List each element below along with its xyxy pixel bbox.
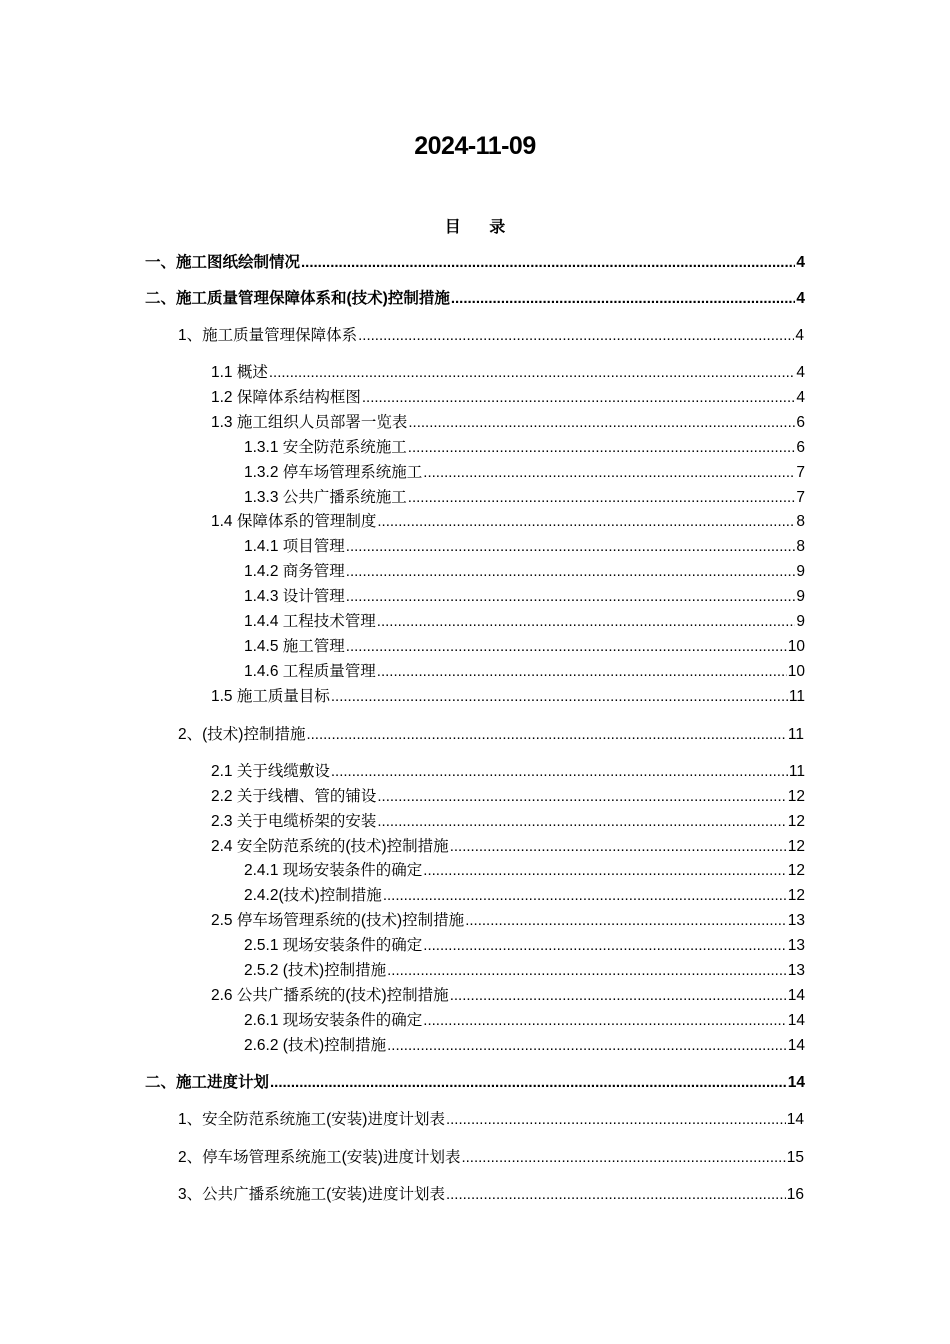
toc-entry-page-number: 14 [787, 1012, 805, 1029]
toc-dot-leader [408, 487, 796, 509]
toc-title: 目 录 [444, 219, 518, 236]
toc-dot-leader [461, 1147, 785, 1169]
toc-dot-leader [346, 561, 796, 583]
toc-entry-label: 2.2 关于线槽、管的铺设 [211, 788, 377, 805]
toc-entry[interactable] [244, 960, 805, 982]
toc-dot-leader [423, 860, 786, 882]
toc-dot-leader [377, 661, 787, 683]
toc-dot-leader [446, 1109, 786, 1131]
toc-entry-page-number: 9 [796, 588, 805, 605]
toc-entry-label: 1.4.5 施工管理 [244, 638, 345, 655]
toc-entry[interactable] [178, 724, 804, 746]
toc-entry[interactable] [244, 860, 805, 882]
toc-entry[interactable] [211, 786, 805, 808]
toc-dot-leader [377, 611, 796, 633]
toc-entry[interactable] [244, 935, 805, 957]
toc-entry[interactable] [244, 1010, 805, 1032]
toc-dot-leader [362, 387, 796, 409]
toc-dot-leader [450, 836, 787, 858]
toc-entry-page-number: 14 [787, 1037, 805, 1054]
toc-entry[interactable] [244, 536, 805, 558]
toc-entry[interactable] [145, 288, 805, 310]
toc-entry-label: 1.3.3 公共广播系统施工 [244, 489, 407, 506]
toc-entry-label: 2.4 安全防范系统的(技术)控制措施 [211, 838, 449, 855]
toc-entry-page-number: 13 [787, 962, 805, 979]
toc-entry-page-number: 13 [787, 912, 805, 929]
toc-entry-page-number: 12 [787, 838, 805, 855]
toc-entry-label: 1.3.2 停车场管理系统施工 [244, 464, 423, 481]
toc-entry-page-number: 13 [787, 937, 805, 954]
toc-entry[interactable] [244, 462, 805, 484]
toc-entry[interactable] [211, 811, 805, 833]
toc-entry-page-number: 15 [786, 1149, 804, 1166]
toc-entry[interactable] [211, 761, 805, 783]
toc-dot-leader [377, 811, 786, 833]
toc-dot-leader [331, 761, 788, 783]
toc-entry-page-number: 4 [796, 389, 805, 406]
toc-entry-label: 3、公共广播系统施工(安装)进度计划表 [178, 1186, 445, 1203]
toc-entry-label: 1.4.6 工程质量管理 [244, 663, 376, 680]
toc-entry-label: 1、安全防范系统施工(安装)进度计划表 [178, 1111, 445, 1128]
toc-dot-leader [423, 1010, 786, 1032]
toc-entry-label: 2.4.1 现场安装条件的确定 [244, 862, 423, 879]
toc-entry-label: 1、施工质量管理保障体系 [178, 327, 358, 344]
toc-dot-leader [346, 586, 796, 608]
toc-entry-label: 2、停车场管理系统施工(安装)进度计划表 [178, 1149, 461, 1166]
toc-entry-label: 1.4.4 工程技术管理 [244, 613, 376, 630]
toc-entry-page-number: 12 [787, 887, 805, 904]
toc-entry-label: 1.4.1 项目管理 [244, 538, 345, 555]
toc-entry-page-number: 11 [788, 763, 805, 780]
toc-dot-leader [301, 252, 795, 274]
toc-entry[interactable] [178, 325, 804, 347]
toc-entry-page-number: 14 [787, 987, 805, 1004]
toc-entry-page-number: 12 [787, 862, 805, 879]
toc-entry-label: 2.6 公共广播系统的(技术)控制措施 [211, 987, 449, 1004]
toc-entry-label: 2.6.1 现场安装条件的确定 [244, 1012, 423, 1029]
toc-entry-page-number: 4 [796, 290, 805, 307]
toc-entry-label: 2.1 关于线缆敷设 [211, 763, 330, 780]
toc-entry[interactable] [211, 387, 805, 409]
toc-entry-page-number: 10 [787, 638, 805, 655]
toc-entry[interactable] [244, 611, 805, 633]
toc-dot-leader [269, 362, 796, 384]
toc-entry-page-number: 11 [787, 726, 804, 743]
toc-entry-label: 二、施工进度计划 [145, 1074, 270, 1091]
toc-dot-leader [450, 985, 787, 1007]
toc-entry[interactable] [211, 511, 805, 533]
toc-entry-label: 1.3.1 安全防范系统施工 [244, 439, 407, 456]
toc-entry-page-number: 9 [796, 613, 805, 630]
toc-entry-page-number: 9 [796, 563, 805, 580]
toc-entry-label: 2.5.2 (技术)控制措施 [244, 962, 387, 979]
toc-entry[interactable] [244, 561, 805, 583]
toc-dot-leader [383, 885, 787, 907]
toc-dot-leader [270, 1072, 787, 1094]
toc-entry[interactable] [211, 836, 805, 858]
toc-entry-page-number: 14 [786, 1111, 804, 1128]
toc-entry[interactable] [211, 362, 805, 384]
toc-entry-page-number: 12 [787, 788, 805, 805]
toc-dot-leader [465, 910, 787, 932]
toc-entry-page-number: 4 [795, 327, 804, 344]
toc-dot-leader [408, 437, 796, 459]
toc-entry-label: 1.5 施工质量目标 [211, 688, 330, 705]
toc-entry[interactable] [244, 586, 805, 608]
toc-dot-leader [387, 1035, 787, 1057]
toc-entry-label: 1.4.3 设计管理 [244, 588, 345, 605]
toc-entry-page-number: 6 [796, 414, 805, 431]
toc-entry-label: 2.3 关于电缆桥架的安装 [211, 813, 377, 830]
toc-entry-label: 2、(技术)控制措施 [178, 726, 306, 743]
toc-entry[interactable] [244, 1035, 805, 1057]
toc-entry-label: 二、施工质量管理保障体系和(技术)控制措施 [145, 290, 450, 307]
toc-entry[interactable] [244, 636, 805, 658]
toc-entry[interactable] [244, 661, 805, 683]
toc-entry-label: 2.5.1 现场安装条件的确定 [244, 937, 423, 954]
toc-entry[interactable] [244, 437, 805, 459]
toc-entry-page-number: 6 [796, 439, 805, 456]
document-date: 2024-11-09 [414, 132, 536, 160]
toc-entry-label: 1.4.2 商务管理 [244, 563, 345, 580]
toc-dot-leader [377, 511, 795, 533]
toc-entry-label: 1.4 保障体系的管理制度 [211, 513, 377, 530]
toc-entry-label: 2.4.2(技术)控制措施 [244, 887, 382, 904]
toc-entry-label: 1.2 保障体系结构框图 [211, 389, 361, 406]
toc-entry-label: 2.6.2 (技术)控制措施 [244, 1037, 387, 1054]
toc-entry-page-number: 7 [796, 489, 805, 506]
toc-entry[interactable] [178, 1147, 804, 1169]
toc-entry-page-number: 12 [787, 813, 805, 830]
toc-entry-page-number: 7 [796, 464, 805, 481]
toc-dot-leader [446, 1184, 786, 1206]
toc-entry-page-number: 10 [787, 663, 805, 680]
toc-dot-leader [331, 686, 788, 708]
toc-entry[interactable] [244, 487, 805, 509]
toc-entry[interactable] [145, 1072, 805, 1094]
toc-dot-leader [377, 786, 786, 808]
toc-dot-leader [423, 462, 795, 484]
toc-entry-page-number: 4 [796, 364, 805, 381]
toc-entry[interactable] [178, 1184, 804, 1206]
toc-entry-page-number: 16 [786, 1186, 804, 1203]
toc-entry-label: 2.5 停车场管理系统的(技术)控制措施 [211, 912, 465, 929]
toc-entry[interactable] [145, 252, 805, 274]
toc-dot-leader [346, 636, 787, 658]
toc-entry[interactable] [244, 885, 805, 907]
toc-dot-leader [451, 288, 796, 310]
toc-entry-label: 1.3 施工组织人员部署一览表 [211, 414, 408, 431]
toc-dot-leader [423, 935, 786, 957]
toc-entry-page-number: 4 [796, 254, 805, 271]
toc-entry-page-number: 14 [787, 1074, 805, 1091]
toc-entry[interactable] [211, 412, 805, 434]
toc-dot-leader [358, 325, 794, 347]
toc-dot-leader [306, 724, 786, 746]
toc-entry-label: 1.1 概述 [211, 364, 268, 381]
toc-entry-page-number: 8 [796, 513, 805, 530]
toc-entry[interactable] [211, 910, 805, 932]
toc-entry-label: 一、施工图纸绘制情况 [145, 254, 301, 271]
toc-entry-page-number: 8 [796, 538, 805, 555]
toc-dot-leader [346, 536, 796, 558]
toc-entry[interactable] [178, 1109, 804, 1131]
toc-entry-page-number: 11 [788, 688, 805, 705]
toc-dot-leader [408, 412, 795, 434]
toc-entry[interactable] [211, 686, 805, 708]
toc-entry[interactable] [211, 985, 805, 1007]
toc-dot-leader [387, 960, 787, 982]
